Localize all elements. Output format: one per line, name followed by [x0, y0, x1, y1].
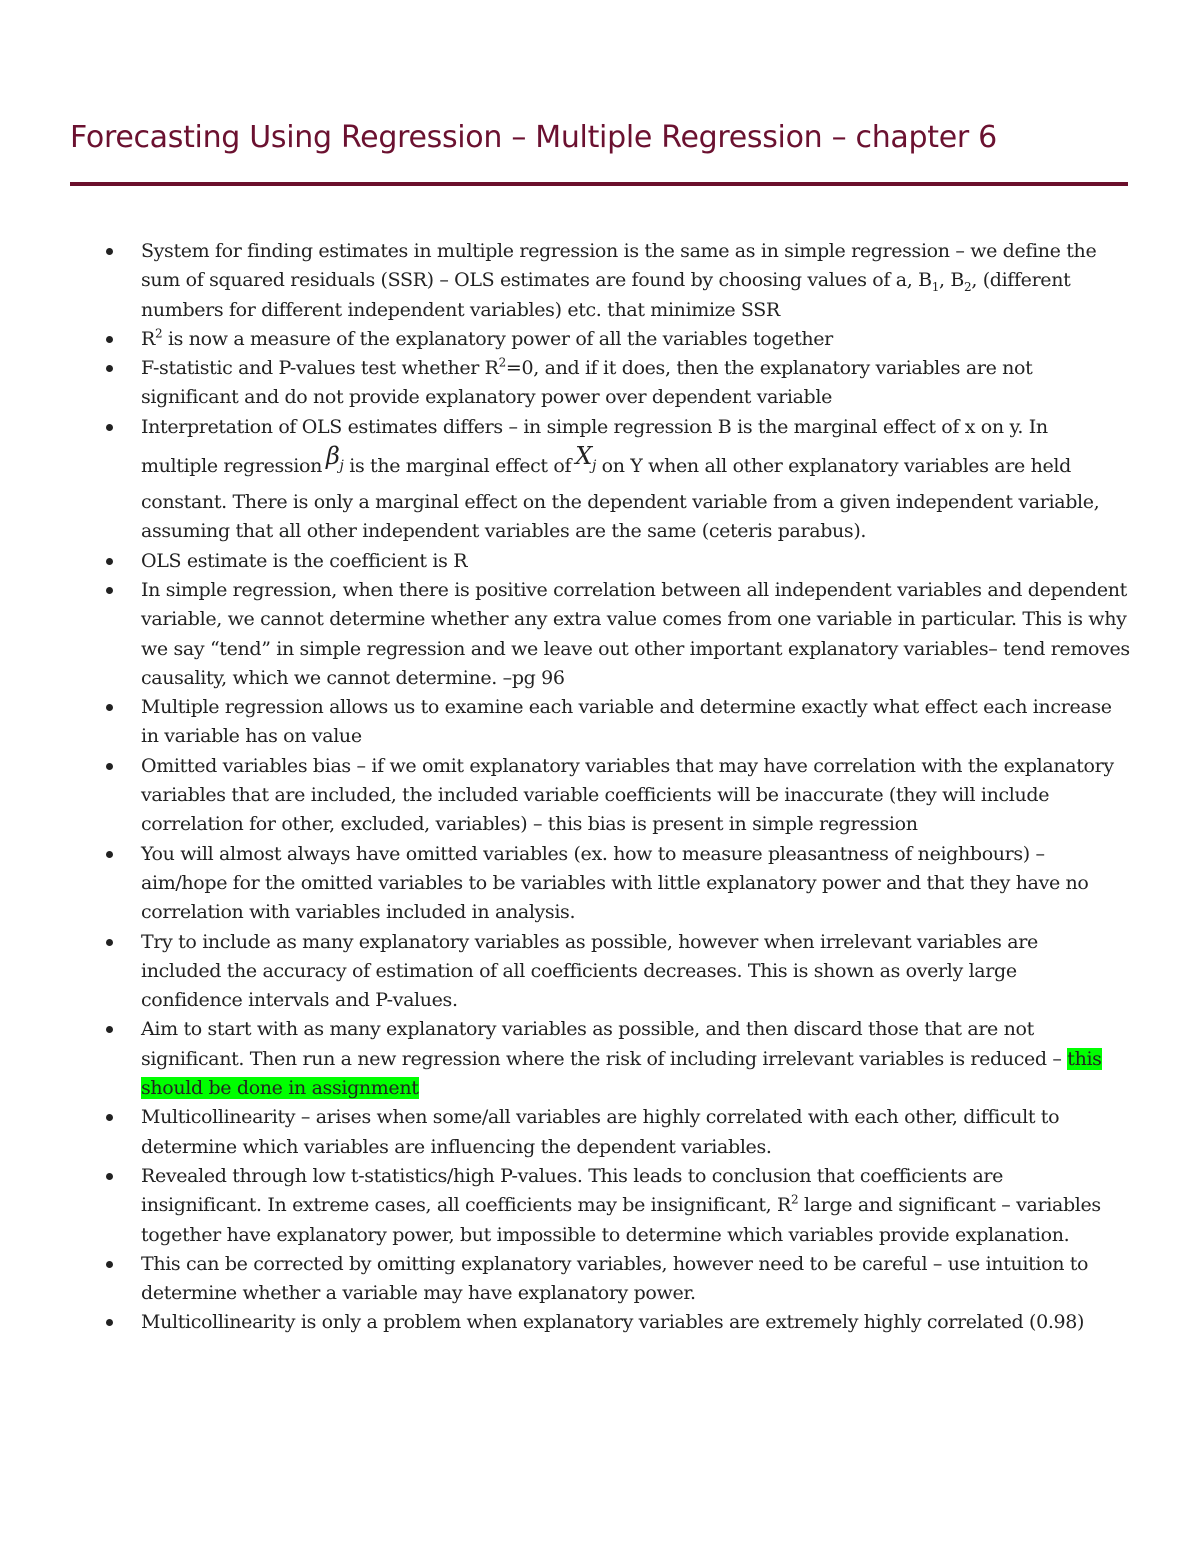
list-item-line: variables that are included, the included variable coefficients will be inaccurate (they will include	[141, 784, 1050, 807]
text-segment: insignificant. In extreme cases, all coefficients may be insignificant, R	[141, 1194, 792, 1217]
subscript: 1	[931, 280, 940, 295]
list-item-line: in variable has on value	[141, 725, 362, 748]
bullet-list	[0, 237, 1200, 1338]
bullet-dot-icon	[106, 1026, 113, 1033]
bullet-dot-icon	[106, 939, 113, 946]
list-item	[0, 1015, 1200, 1103]
list-item-line	[141, 1191, 1140, 1220]
bullet-dot-icon	[106, 587, 113, 594]
list-item-line: Revealed through low t-statistics/high P-values. This leads to conclusion that coefficients are	[141, 1164, 1004, 1187]
text-segment: R	[141, 327, 155, 350]
bullet-dot-icon	[106, 704, 113, 711]
list-item-line: Aim to start with as many explanatory variables as possible, and then discard those that are not	[141, 1018, 1034, 1041]
text-segment: sum of squared residuals (SSR) – OLS estimates are found by choosing values of a, B	[141, 269, 932, 292]
list-item	[0, 928, 1200, 1016]
list-item	[0, 576, 1200, 693]
list-item-line	[141, 354, 1140, 383]
list-item-line: significant and do not provide explanatory power over dependent variable	[141, 386, 832, 409]
list-item-line: constant. There is only a marginal effect on the dependent variable from a given independent variable,	[141, 491, 1100, 514]
list-item	[0, 354, 1200, 413]
text-segment: significant. Then run a new regression where the risk of including irrelevant variables is reduced –	[141, 1047, 1068, 1070]
list-item-line: Multicollinearity is only a problem when explanatory variables are extremely highly correlated (0.98)	[141, 1311, 1085, 1334]
list-item-line: Interpretation of OLS estimates differs – in simple regression B is the marginal effect of x on y. In	[141, 415, 1048, 438]
list-item	[0, 237, 1200, 325]
superscript: 2	[154, 326, 163, 341]
text-segment: , (different	[971, 269, 1071, 292]
list-item-line	[141, 442, 1140, 488]
list-item-line: Multiple regression allows us to examine each variable and determine exactly what effect each increase	[141, 696, 1112, 719]
list-item-line: assuming that all other independent variables are the same (ceteris parabus).	[141, 520, 867, 543]
text-segment: , B	[939, 269, 965, 292]
list-item	[0, 1308, 1200, 1337]
document-title: Forecasting Using Regression – Multiple Regression – chapter 6	[70, 120, 997, 155]
bullet-dot-icon	[106, 1114, 113, 1121]
bullet-dot-icon	[106, 1173, 113, 1180]
list-item	[0, 1103, 1200, 1162]
list-item	[0, 1250, 1200, 1309]
list-item-line: Multicollinearity – arises when some/all variables are highly correlated with each other, difficult to	[141, 1106, 1060, 1129]
list-item	[0, 840, 1200, 928]
bullet-dot-icon	[106, 1261, 113, 1268]
text-segment: on Y when all other explanatory variables are held	[595, 455, 1071, 478]
list-item-line: System for finding estimates in multiple regression is the same as in simple regression – we define the	[141, 240, 1097, 262]
list-item-line: correlation for other, excluded, variables) – this bias is present in simple regression	[141, 813, 918, 836]
list-item-line: In simple regression, when there is positive correlation between all independent variables and dependent	[141, 578, 1127, 601]
bullet-dot-icon	[106, 424, 113, 431]
beta-glyph: β	[326, 442, 340, 471]
list-item-line: confidence intervals and P-values.	[141, 989, 458, 1012]
list-item-line: variable, we cannot determine whether any extra value comes from one variable in particular. This is why	[141, 608, 1127, 631]
list-item	[0, 693, 1200, 752]
list-item-line: we say “tend” in simple regression and we leave out other important explanatory variables– tend removes	[141, 637, 1130, 660]
list-item-line: together have explanatory power, but impossible to determine which variables provide explanation.	[141, 1223, 1070, 1246]
list-item-line: determine whether a variable may have explanatory power.	[141, 1282, 696, 1305]
list-item	[0, 752, 1200, 840]
highlighted-text: this	[1067, 1047, 1102, 1070]
text-segment: is now a measure of the explanatory power of all the variables together	[162, 327, 833, 350]
bullet-dot-icon	[106, 558, 113, 565]
list-item-line: Try to include as many explanatory variables as possible, however when irrelevant variables are	[141, 930, 1038, 953]
list-item	[0, 325, 1200, 354]
bullet-dot-icon	[106, 1319, 113, 1326]
list-item-line	[141, 266, 1140, 295]
bullet-dot-icon	[106, 336, 113, 343]
text-segment: is the marginal effect of	[343, 455, 572, 478]
list-item	[0, 547, 1200, 576]
superscript: 2	[498, 355, 506, 370]
superscript: 2	[791, 1192, 799, 1207]
list-item-line: You will almost always have omitted variables (ex. how to measure pleasantness of neighbours) –	[141, 842, 1045, 865]
list-item-line: included the accuracy of estimation of all coefficients decreases. This is shown as overly large	[141, 959, 1017, 982]
list-item-line: This can be corrected by omitting explanatory variables, however need to be careful – use intuition to	[141, 1252, 1089, 1275]
subscript: j	[591, 457, 596, 474]
list-item-line: determine which variables are influencing the dependent variables.	[141, 1135, 772, 1158]
list-item-line: causality, which we cannot determine. –pg 96	[141, 666, 565, 689]
x-j-symbol	[571, 442, 596, 474]
list-item-line: OLS estimate is the coefficient is R	[141, 549, 468, 572]
list-item-line: correlation with variables included in analysis.	[141, 901, 576, 924]
list-item-line: aim/hope for the omitted variables to be variables with little explanatory power and that they have no	[141, 871, 1089, 894]
subscript: j	[339, 457, 344, 474]
bullet-dot-icon	[106, 851, 113, 858]
list-item	[0, 413, 1200, 547]
text-segment: multiple regression	[141, 455, 322, 478]
list-item-line: numbers for different independent variables) etc. that minimize SSR	[141, 298, 780, 321]
text-segment: =0, and if it does, then the explanatory variables are not	[505, 357, 1033, 380]
list-item-line: Omitted variables bias – if we omit explanatory variables that may have correlation with the explanatory	[141, 754, 1114, 777]
bullet-dot-icon	[106, 365, 113, 372]
list-item-line	[141, 1074, 1140, 1103]
bullet-dot-icon	[106, 248, 113, 255]
bullet-dot-icon	[106, 763, 113, 770]
list-item-line	[141, 1045, 1140, 1074]
highlighted-text: should be done in assignment	[141, 1077, 419, 1100]
text-segment: large and significant – variables	[798, 1194, 1101, 1217]
list-item	[0, 1162, 1200, 1250]
beta-j-symbol	[322, 442, 344, 474]
text-segment: F-statistic and P-values test whether R	[141, 357, 499, 380]
x-glyph: X	[575, 442, 592, 471]
subscript: 2	[964, 280, 972, 295]
list-item-line	[141, 325, 1140, 354]
title-underline	[70, 182, 1128, 186]
